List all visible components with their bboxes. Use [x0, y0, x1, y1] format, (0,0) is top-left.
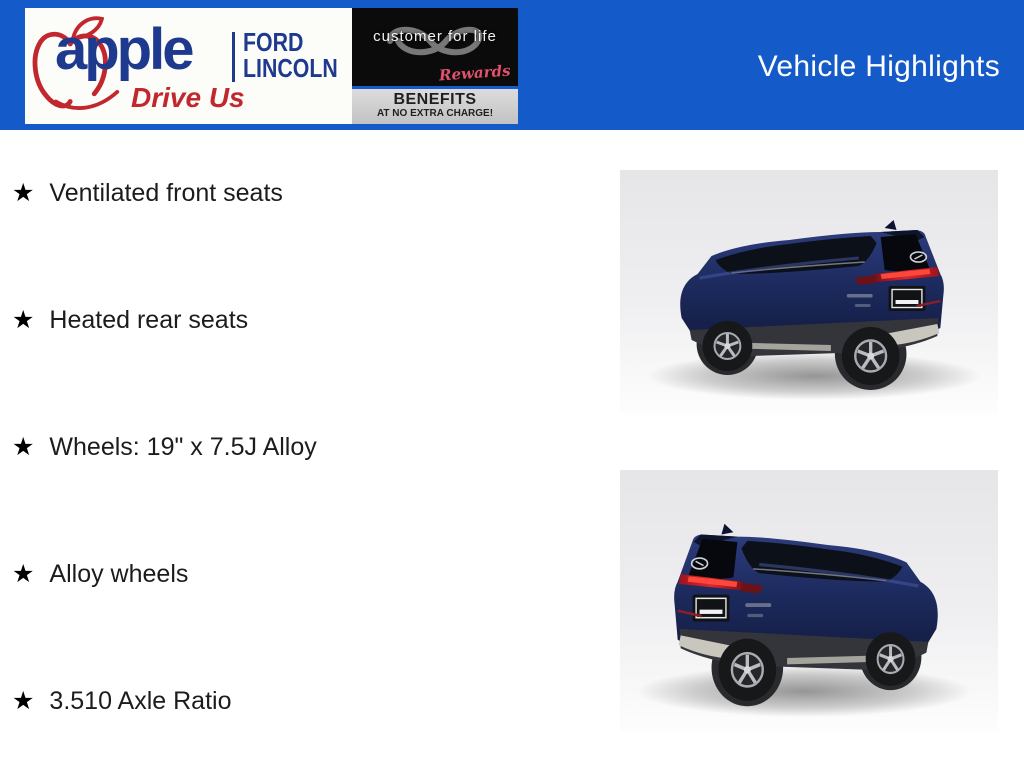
customer-for-life-badge — [352, 8, 518, 86]
benefits-badge — [352, 89, 518, 124]
dealer-logo-panel — [25, 8, 352, 124]
highlight-label: Heated rear seats — [49, 306, 249, 334]
make-lincoln: LINCOLN — [243, 53, 338, 83]
vehicle-photo-rear-right — [620, 470, 998, 731]
dealer-tagline: Drive Us — [131, 82, 245, 113]
star-bullet-icon: ★ — [12, 687, 35, 715]
star-bullet-icon: ★ — [12, 179, 35, 207]
highlight-item — [12, 305, 572, 432]
highlight-label: Wheels: 19" x 7.5J Alloy — [49, 433, 317, 461]
benefits-line2: AT NO EXTRA CHARGE! — [376, 108, 494, 119]
highlight-item — [12, 559, 572, 686]
star-bullet-icon: ★ — [12, 306, 35, 334]
benefits-line1: BENEFITS — [393, 91, 477, 108]
page-title: Vehicle Highlights — [757, 50, 1000, 83]
logo-divider — [232, 32, 235, 82]
make-ford: FORD — [243, 27, 304, 57]
star-bullet-icon: ★ — [12, 433, 35, 461]
brand-name: apple — [55, 17, 192, 82]
highlight-item — [12, 178, 572, 305]
highlights-list — [12, 178, 572, 768]
make-names — [243, 29, 338, 81]
highlight-label: Ventilated front seats — [49, 179, 283, 207]
header-banner — [0, 0, 1024, 130]
highlight-label: 3.510 Axle Ratio — [49, 687, 232, 715]
star-bullet-icon: ★ — [12, 560, 35, 588]
customer-for-life-text: customer for life — [373, 28, 497, 45]
rewards-script-text: Rewards — [437, 61, 511, 85]
highlight-label: Alloy wheels — [49, 560, 189, 588]
highlight-item — [12, 686, 572, 768]
highlight-item — [12, 432, 572, 559]
vehicle-photo-rear-left — [620, 170, 998, 413]
